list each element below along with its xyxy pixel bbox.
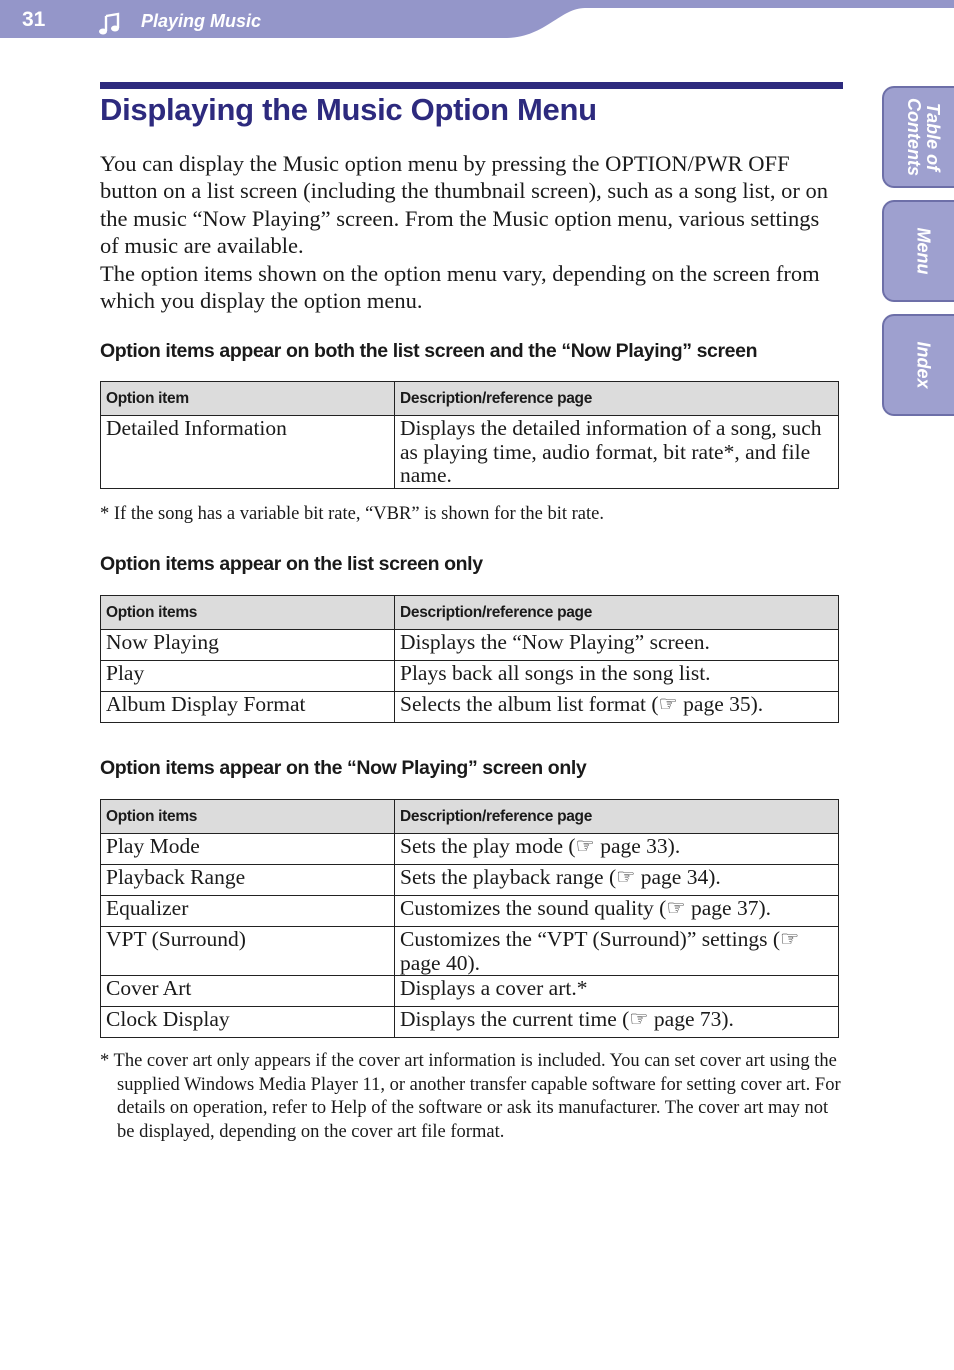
option-description[interactable]: Customizes the “VPT (Surround)” settings (☞ page 40). — [395, 927, 839, 976]
option-item: VPT (Surround) — [101, 927, 395, 976]
column-header: Description/reference page — [395, 596, 839, 630]
page-number: 31 — [22, 8, 46, 31]
option-item: Cover Art — [101, 976, 395, 1007]
page-title: Displaying the Music Option Menu — [100, 92, 597, 127]
music-note-icon — [98, 12, 122, 36]
table-header-row — [101, 800, 839, 834]
side-tab-label: Table of Contents — [904, 98, 943, 176]
table-row — [101, 416, 839, 489]
table-row — [101, 661, 839, 692]
option-description[interactable]: Displays the current time (☞ page 73). — [395, 1007, 839, 1038]
table-row — [101, 1007, 839, 1038]
intro-paragraph: The option items shown on the option menu vary, depending on the screen from which you display the option menu. — [100, 260, 820, 314]
option-item: Playback Range — [101, 865, 395, 896]
column-header: Option item — [101, 382, 395, 416]
table-row — [101, 834, 839, 865]
option-item: Album Display Format — [101, 692, 395, 723]
option-description: Displays the detailed information of a song, such as playing time, audio format, bit rate*, and file name. — [395, 416, 839, 489]
section-name: Playing Music — [141, 11, 262, 31]
option-description: Displays the “Now Playing” screen. — [395, 630, 839, 661]
side-tab-menu[interactable] — [882, 200, 954, 302]
table-row — [101, 896, 839, 927]
section-heading-now-playing: Option items appear on the “Now Playing” screen only — [100, 757, 587, 779]
table-row — [101, 976, 839, 1007]
side-tab-index[interactable] — [882, 314, 954, 416]
option-description: Displays a cover art.* — [395, 976, 839, 1007]
option-description: Plays back all songs in the song list. — [395, 661, 839, 692]
side-tab-label: Menu — [913, 227, 934, 275]
option-item: Now Playing — [101, 630, 395, 661]
footnote-cover-art: * The cover art only appears if the cover art information is included. You can set cover art using the supplied Windows Media Player 11, or another transfer capable software for setting cover art. For details on operation, refer to Help of the software or ask its manufacturer. The cover art may not be displayed, depending on the cover art file format. — [100, 1051, 841, 1142]
table-row — [101, 927, 839, 976]
option-item: Play Mode — [101, 834, 395, 865]
option-item: Detailed Information — [101, 416, 395, 489]
title-rule — [100, 82, 843, 89]
option-item: Clock Display — [101, 1007, 395, 1038]
footnote-vbr: * If the song has a variable bit rate, “VBR” is shown for the bit rate. — [100, 504, 604, 524]
column-header: Description/reference page — [395, 382, 839, 416]
side-tab-label: Index — [913, 341, 934, 389]
table-header-row — [101, 382, 839, 416]
option-description[interactable]: Sets the playback range (☞ page 34). — [395, 865, 839, 896]
options-table-both — [100, 381, 839, 489]
intro-paragraph: You can display the Music option menu by pressing the OPTION/PWR OFF button on a list screen (including the thumbnail screen), such as a song list, or on the music “Now Playing” screen. From the Music option menu, various settings of music are available. — [100, 151, 828, 259]
column-header: Description/reference page — [395, 800, 839, 834]
section-heading-both: Option items appear on both the list screen and the “Now Playing” screen — [100, 340, 758, 362]
table-row — [101, 865, 839, 896]
option-item: Play — [101, 661, 395, 692]
table-header-row — [101, 596, 839, 630]
column-header: Option items — [101, 800, 395, 834]
option-description[interactable]: Customizes the sound quality (☞ page 37). — [395, 896, 839, 927]
table-row — [101, 630, 839, 661]
section-heading-list: Option items appear on the list screen only — [100, 553, 483, 575]
table-row — [101, 692, 839, 723]
intro-text — [100, 150, 840, 314]
option-item: Equalizer — [101, 896, 395, 927]
options-table-list — [100, 595, 839, 723]
options-table-now-playing — [100, 799, 839, 1038]
column-header: Option items — [101, 596, 395, 630]
option-description[interactable]: Selects the album list format (☞ page 35). — [395, 692, 839, 723]
option-description[interactable]: Sets the play mode (☞ page 33). — [395, 834, 839, 865]
side-tab-table-of-contents[interactable] — [882, 86, 954, 188]
